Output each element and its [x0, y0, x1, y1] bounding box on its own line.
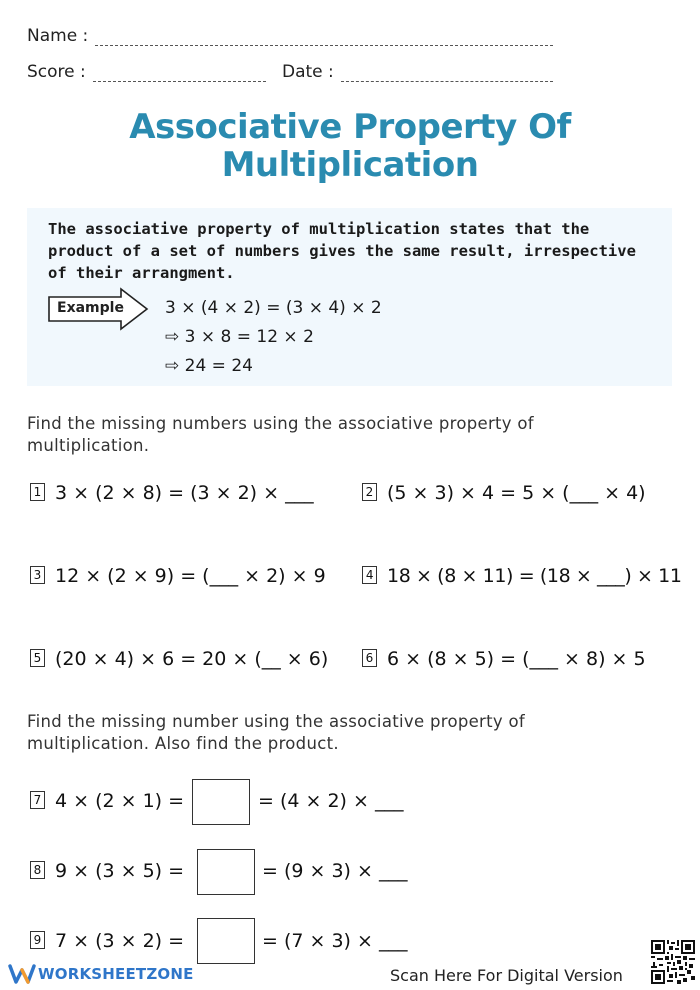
section-2-instructions — [27, 711, 525, 755]
problem-9 — [30, 930, 184, 952]
example-label: Example — [57, 300, 124, 316]
problem-number: 4 — [362, 566, 377, 584]
product-answer-box[interactable] — [197, 918, 255, 964]
problem-text: 12 × (2 × 9) = (___ × 2) × 9 — [55, 565, 326, 587]
qr-code-icon[interactable] — [651, 940, 695, 984]
problem-text: (5 × 3) × 4 = 5 × (___ × 4) — [387, 482, 646, 504]
problem-6 — [362, 648, 646, 670]
scan-caption: Scan Here For Digital Version — [390, 966, 623, 985]
instruction-line: multiplication. Also find the product. — [27, 734, 339, 753]
problem-4 — [362, 565, 682, 587]
problem-number: 9 — [30, 931, 45, 949]
example-step-3: ⇨ 24 = 24 — [165, 356, 253, 376]
problem-2 — [362, 482, 646, 504]
example-step-2: ⇨ 3 × 8 = 12 × 2 — [165, 327, 314, 347]
page-title — [0, 108, 700, 184]
score-field[interactable] — [93, 81, 266, 82]
problem-number: 1 — [30, 483, 45, 501]
problem-number: 3 — [30, 566, 45, 584]
problem-left: 4 × (2 × 1) = — [55, 790, 185, 812]
problem-text: 3 × (2 × 8) = (3 × 2) × ___ — [55, 482, 314, 504]
problem-number: 7 — [30, 791, 45, 809]
score-label: Score : — [27, 62, 86, 82]
definition-text — [48, 218, 636, 284]
instruction-line: Find the missing numbers using the associative property of — [27, 414, 534, 433]
problem-1 — [30, 482, 314, 504]
problem-5 — [30, 648, 328, 670]
problem-7 — [30, 790, 184, 812]
definition-line: of their arrangment. — [48, 264, 235, 282]
problem-right: = (9 × 3) × ___ — [262, 860, 408, 882]
worksheetzone-logo-icon — [8, 963, 36, 985]
problem-left: 7 × (3 × 2) = — [55, 930, 185, 952]
problem-number: 5 — [30, 649, 45, 667]
instruction-line: Find the missing number using the associative property of — [27, 712, 526, 731]
brand-name: WORKSHEETZONE — [38, 965, 194, 983]
name-label: Name : — [27, 26, 89, 46]
problem-text: (20 × 4) × 6 = 20 × (__ × 6) — [55, 648, 329, 670]
problem-left: 9 × (3 × 5) = — [55, 860, 185, 882]
example-step-1: 3 × (4 × 2) = (3 × 4) × 2 — [165, 298, 382, 318]
problem-right: = (4 × 2) × ___ — [258, 790, 404, 812]
definition-line: The associative property of multiplication states that the — [48, 220, 590, 238]
name-field[interactable] — [95, 45, 553, 46]
problem-text: 18 × (8 × 11) = (18 × ___) × 11 — [387, 565, 682, 587]
problem-number: 8 — [30, 861, 45, 879]
problem-3 — [30, 565, 326, 587]
title-line-1: Associative Property Of — [129, 107, 571, 147]
problem-8 — [30, 860, 184, 882]
problem-number: 2 — [362, 483, 377, 501]
definition-line: product of a set of numbers gives the same result, irrespective — [48, 242, 636, 260]
problem-right: = (7 × 3) × ___ — [262, 930, 408, 952]
product-answer-box[interactable] — [197, 849, 255, 895]
title-line-2: Multiplication — [221, 145, 479, 185]
problem-text: 6 × (8 × 5) = (___ × 8) × 5 — [387, 648, 646, 670]
date-field[interactable] — [341, 81, 553, 82]
problem-number: 6 — [362, 649, 377, 667]
product-answer-box[interactable] — [192, 779, 250, 825]
date-label: Date : — [282, 62, 334, 82]
instruction-line: multiplication. — [27, 436, 150, 455]
section-1-instructions — [27, 413, 534, 457]
